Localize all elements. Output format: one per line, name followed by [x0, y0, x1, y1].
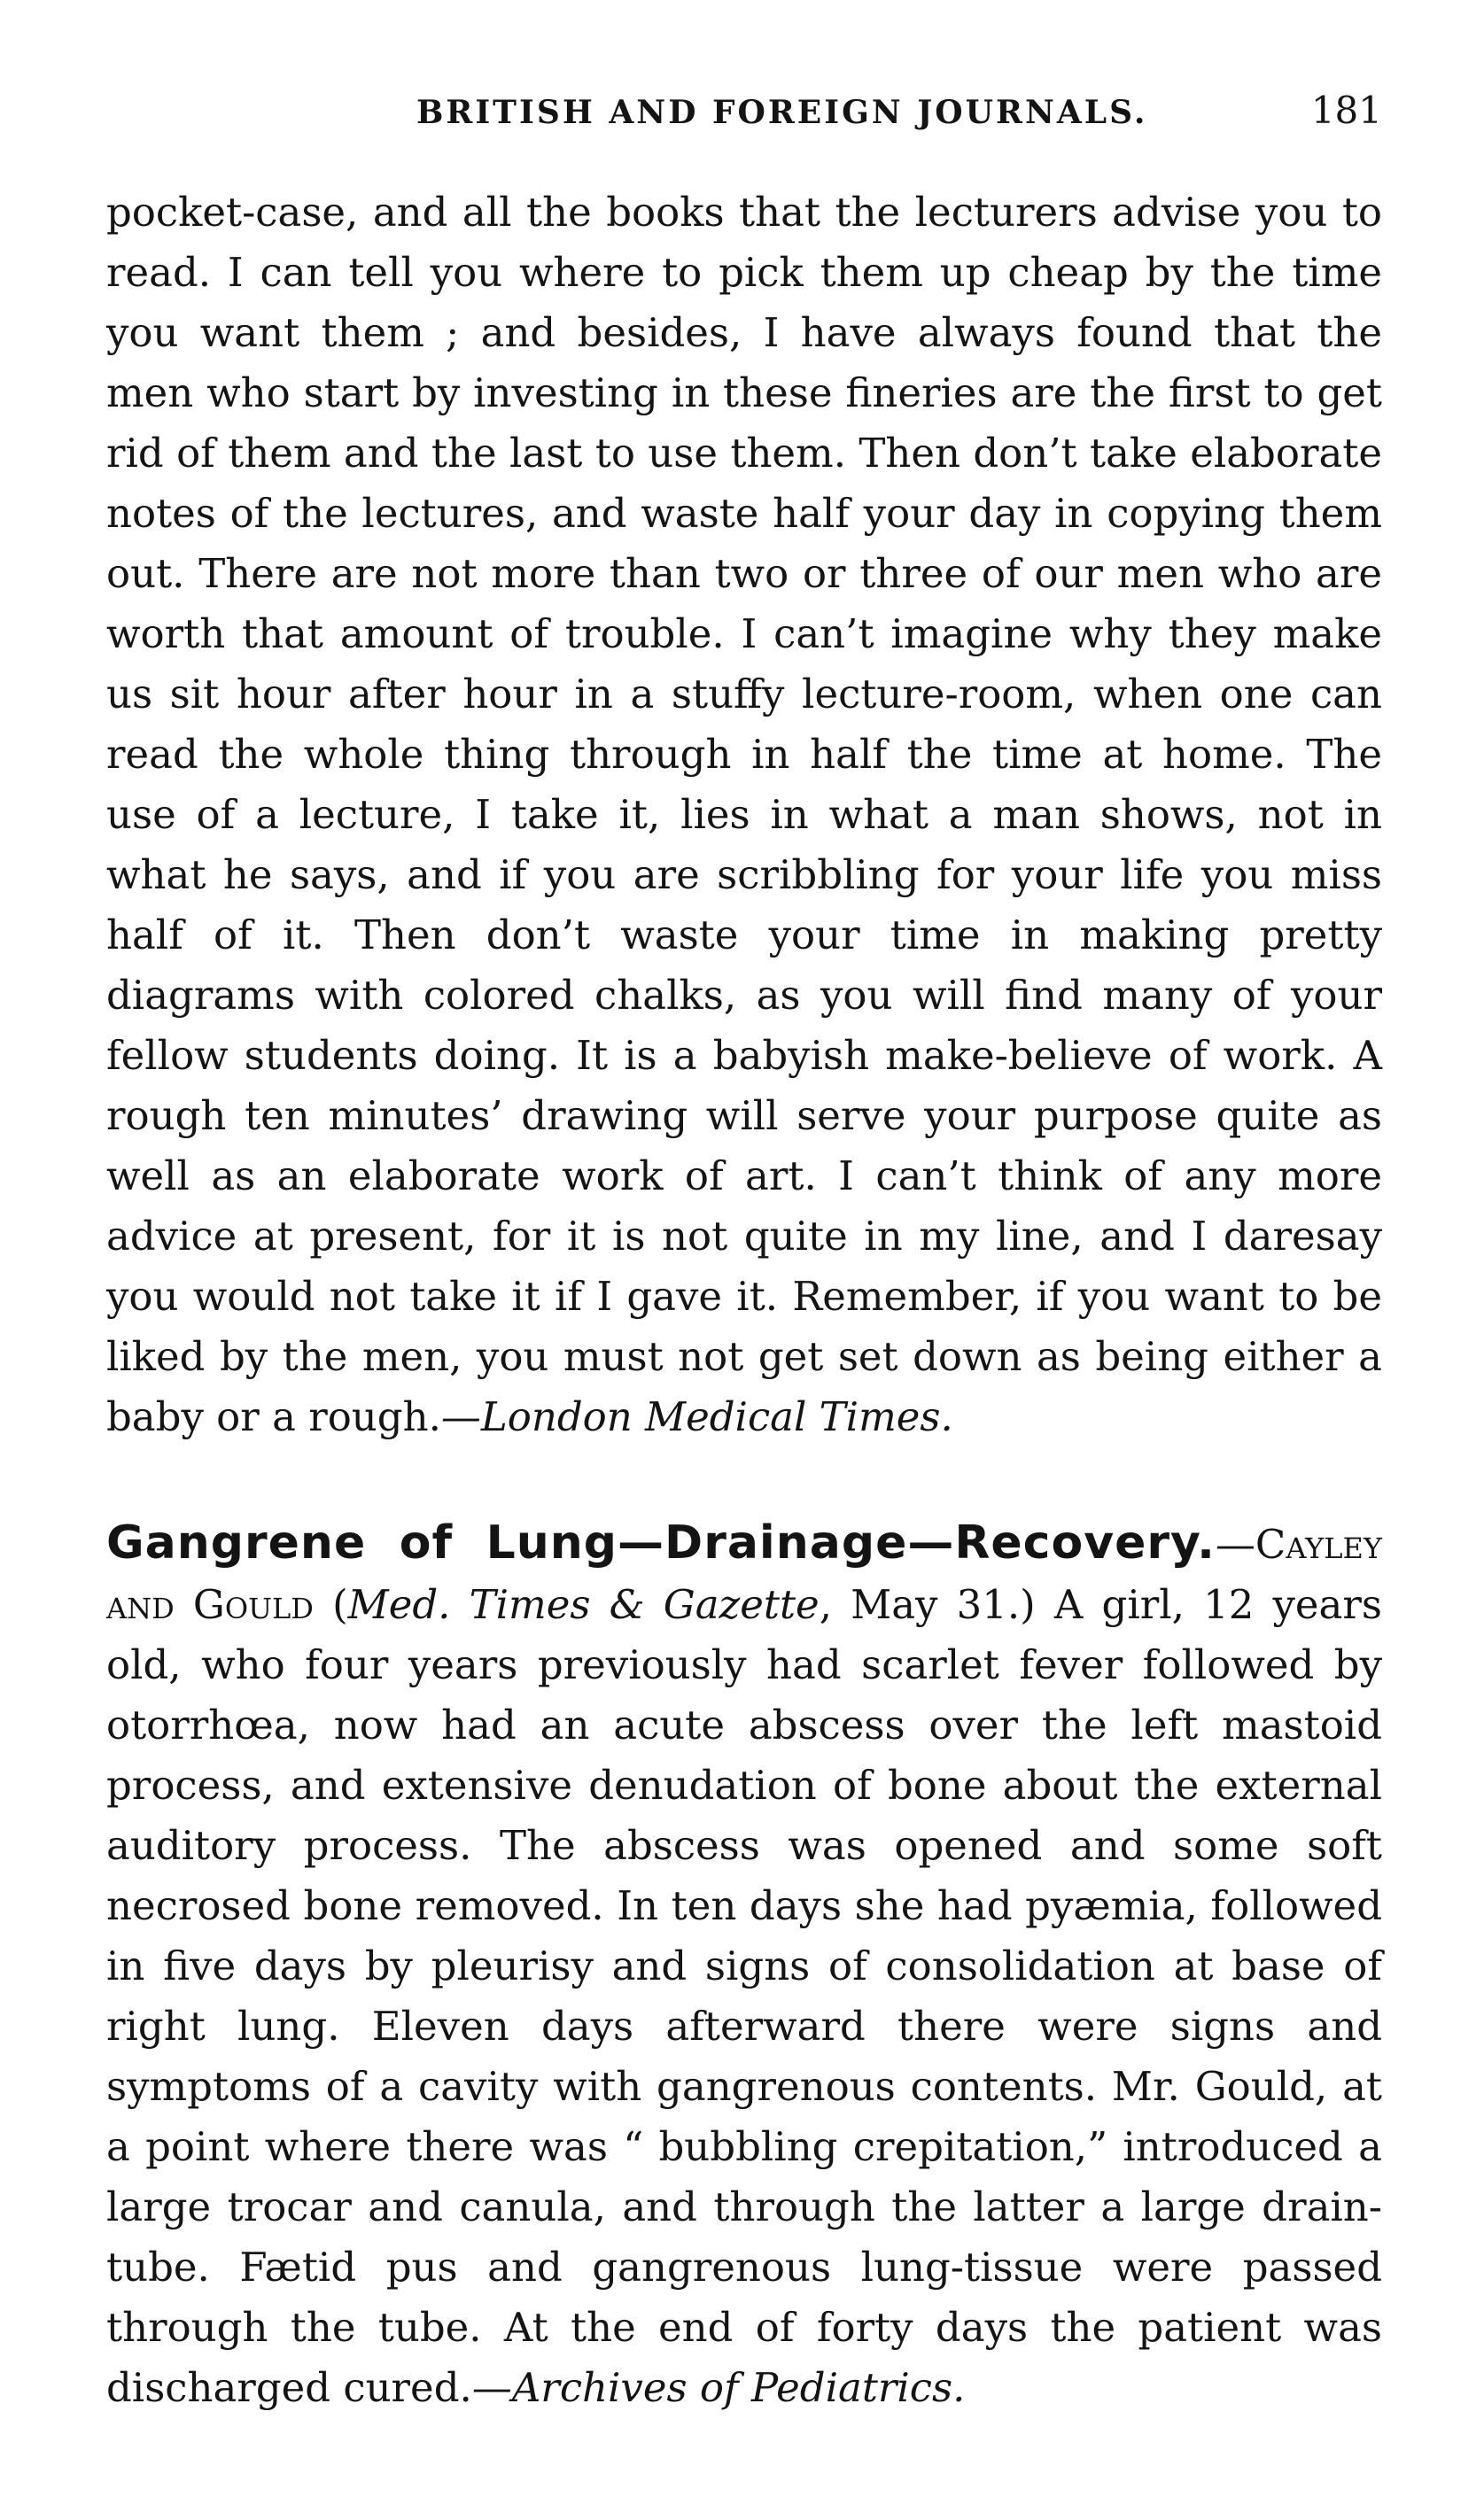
running-head — [106, 85, 1382, 138]
article-authors: —Cayley and Gould — [106, 1521, 1382, 1628]
page-number: 181 — [1310, 89, 1382, 132]
article-continued-paragraph — [106, 182, 1382, 1447]
article-source: —Archives of Pediatrics. — [471, 2364, 966, 2411]
citation-date: , May 31.) — [819, 1581, 1036, 1628]
article-heading: Gangrene of Lung—Drainage—Recovery. — [106, 1516, 1216, 1570]
citation-open: ( — [313, 1581, 348, 1628]
article-body: A girl, 12 years old, who four years previously had scarlet fever followed by otorrhœa, now had an acute abscess over the left mastoid process, and extensive denudation of bone about the external auditory process. The abscess was opened and some soft necrosed bone removed. In ten days she had pyæmia, followed in five days by pleurisy and signs of consolidation at base of right lung. Eleven days afterward there were signs and symptoms of a cavity with gangrenous contents. Mr. Gould, at a point where there was “ bubbling crepitation,” introduced a large trocar and canula, and through the latter a large drain-tube. Fætid pus and gangrenous lung-tissue were passed through the tube. At the end of forty days the patient was discharged cured. — [106, 1581, 1382, 2411]
citation-journal: Med. Times & Gazette — [347, 1581, 820, 1628]
article-source: —London Medical Times. — [440, 1393, 953, 1440]
article-gangrene-of-lung — [106, 1513, 1382, 2418]
article-body: pocket-case, and all the books that the lecturers advise you to read. I can tell you where to pick them up cheap by the time you want them ; and besides, I have always found that the men who start by investing in these fineries are the first to get rid of them and the last to use them. Then don’t take elaborate notes of the lectures, and waste half your day in copying them out. There are not more than two or three of our men who are worth that amount of trouble. I can’t imagine why they make us sit hour after hour in a stuffy lecture-room, when one can read the whole thing through in half the time at home. The use of a lecture, I take it, lies in what a man shows, not in what he says, and if you are scribbling for your life you miss half of it. Then don’t waste your time in making pretty diagrams with colored chalks, as you will find many of your fellow students doing. It is a babyish make-believe of work. A rough ten minutes’ drawing will serve your purpose quite as well as an elaborate work of art. I can’t think of any more advice at present, for it is not quite in my line, and I daresay you would not take it if I gave it. Remember, if you want to be liked by the men, you must not get set down as being either a baby or a rough. — [106, 189, 1382, 1440]
article-paragraph — [106, 1513, 1382, 2418]
journal-title: BRITISH AND FOREIGN JOURNALS. — [416, 94, 1148, 131]
